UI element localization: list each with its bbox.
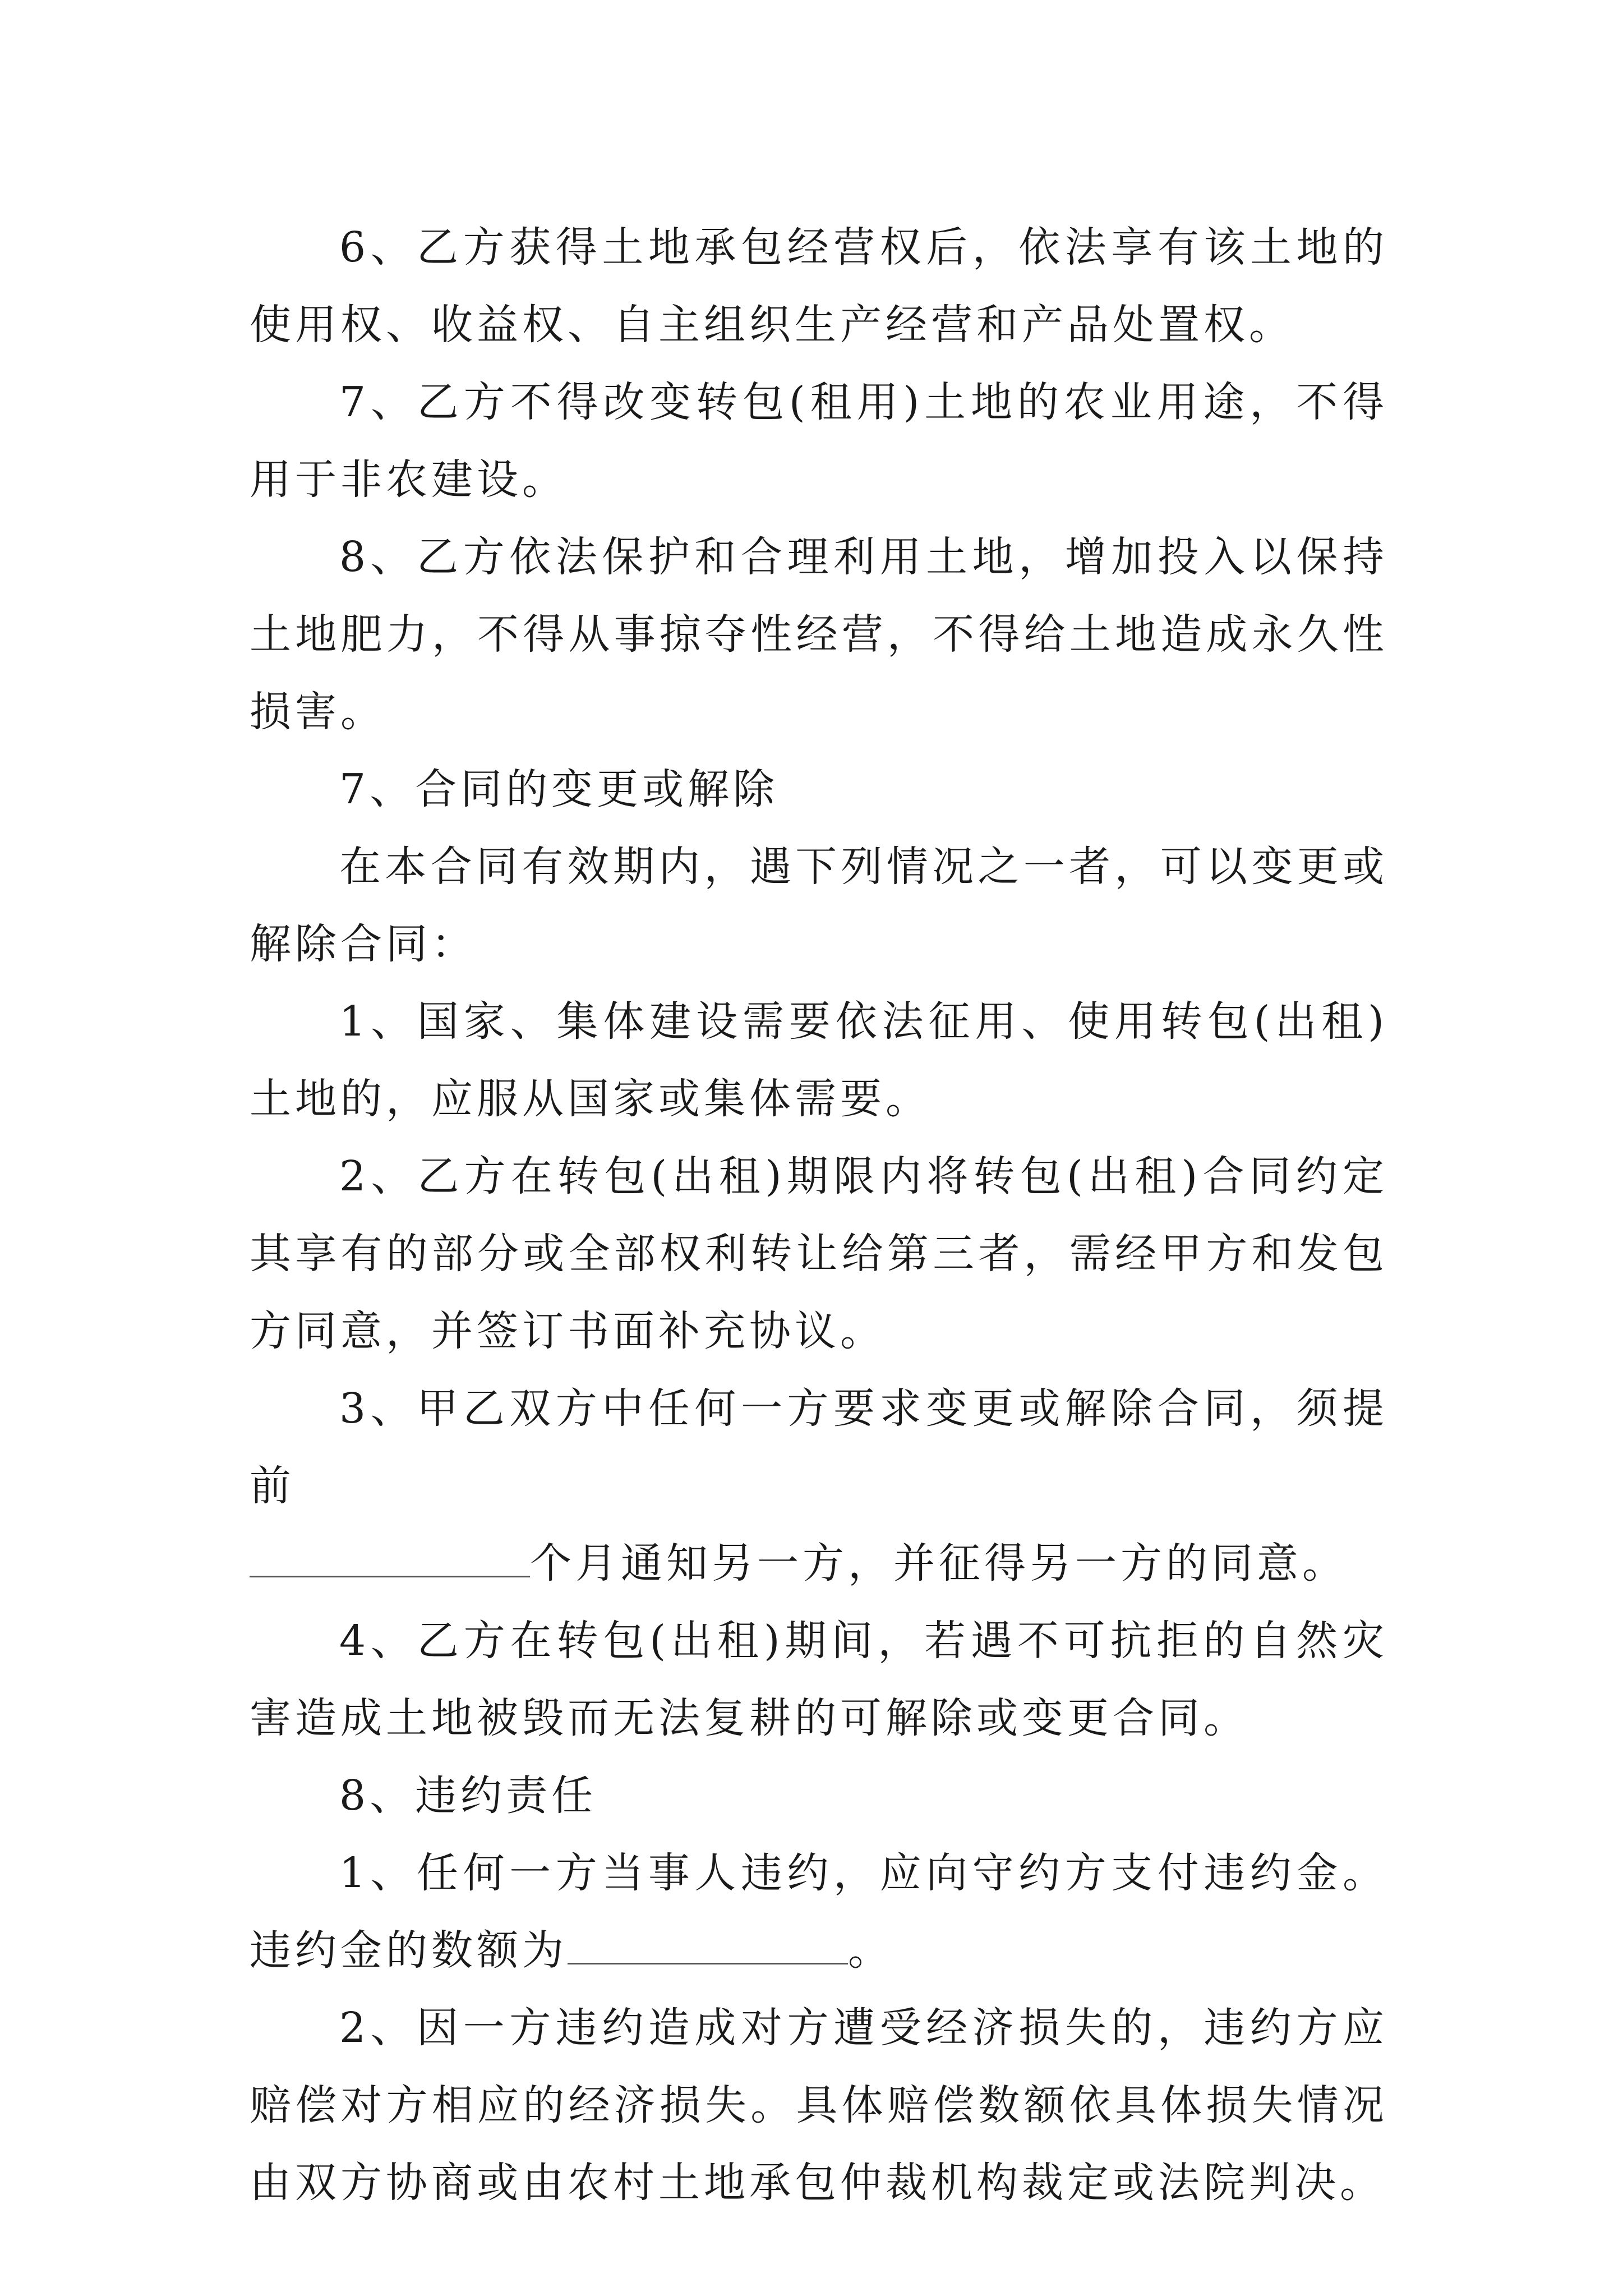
notice-text-before: 3、甲乙双方中任何一方要求变更或解除合同，须提前 xyxy=(250,1384,1388,1510)
paragraph-compensation: 2、因一方违约造成对方遭受经济损失的，违约方应赔偿对方相应的经济损失。具体赔偿数额依具体损失情况由双方协商或由农村土地承包仲裁机构裁定或法院判决。 xyxy=(250,2004,1388,2207)
paragraph-change-intro: 在本合同有效期内，遇下列情况之一者，可以变更或解除合同： xyxy=(250,843,1388,968)
paragraph-land-protection: 8、乙方依法保护和合理利用土地，增加投入以保持土地肥力，不得从事掠夺性经营，不得给土地造成永久性损害。 xyxy=(250,533,1388,736)
notice-text-after: 个月通知另一方，并征得另一方的同意。 xyxy=(530,1539,1348,1588)
paragraph-expropriation: 1、国家、集体建设需要依法征用、使用转包(出租)土地的，应服从国家或集体需要。 xyxy=(250,997,1388,1123)
notice-months-blank xyxy=(250,1534,530,1577)
paragraph-land-rights: 6、乙方获得土地承包经营权后，依法享有该土地的使用权、收益权、自主组织生产经营和产品处置权。 xyxy=(250,223,1388,349)
section-heading-liability: 8、违约责任 xyxy=(339,1772,597,1820)
section-heading-change-termination: 7、合同的变更或解除 xyxy=(339,765,779,813)
penalty-amount-blank xyxy=(568,1921,848,1964)
paragraph-penalty xyxy=(250,1834,1388,1989)
paragraph-notice-period xyxy=(250,1370,1388,1602)
penalty-text-before: 1、任何一方当事人违约，应向守约方支付违约金。违约金的数额为 xyxy=(250,1849,1388,1975)
paragraph-transfer-third-party: 2、乙方在转包(出租)期限内将转包(出租)合同约定其享有的部分或全部权利转让给第三者，需经甲方和发包方同意，并签订书面补充协议。 xyxy=(250,1152,1388,1355)
penalty-text-after: 。 xyxy=(848,1926,893,1975)
document-body xyxy=(250,209,1388,2221)
paragraph-force-majeure: 4、乙方在转包(出租)期间，若遇不可抗拒的自然灾害造成土地被毁而无法复耕的可解除或变更合同。 xyxy=(250,1617,1388,1742)
paragraph-land-use: 7、乙方不得改变转包(租用)土地的农业用途，不得用于非农建设。 xyxy=(250,378,1388,504)
